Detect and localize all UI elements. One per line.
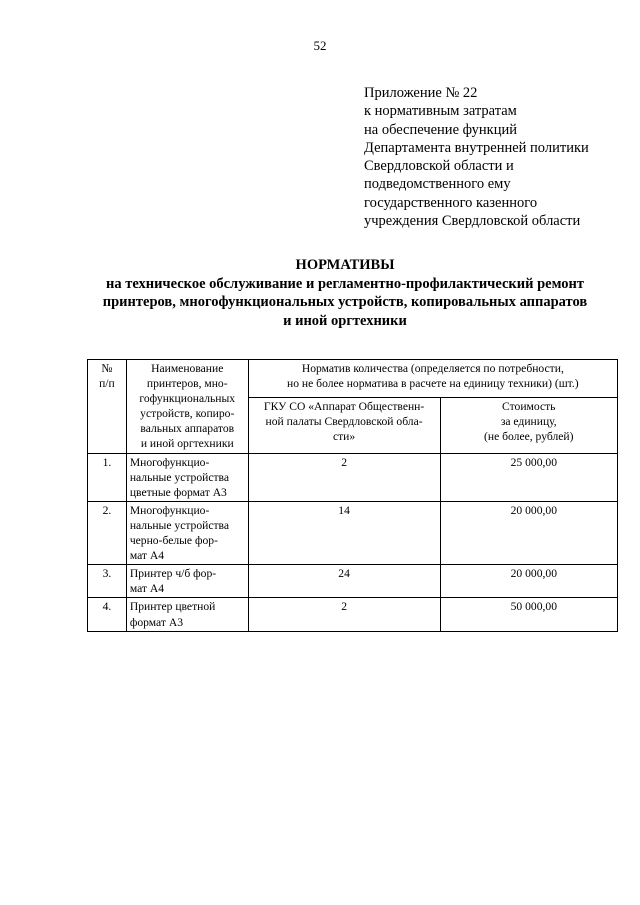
row-num-cell: 4.: [88, 598, 127, 631]
row-qty-cell: 2: [248, 598, 440, 631]
header-norm-cell: [248, 360, 617, 398]
table-row: [88, 565, 618, 598]
header-text: принтеров, мно-: [146, 377, 228, 391]
header-text: за единицу,: [500, 415, 557, 429]
header-text: (не более, рублей): [484, 430, 574, 444]
row-num-cell: 1.: [88, 453, 127, 501]
row-qty-cell: 14: [248, 501, 440, 564]
appendix-line: учреждения Свердловской области: [364, 213, 581, 230]
row-name-text: цветные формат А3: [129, 485, 227, 499]
title-line: принтеров, многофункциональных устройств, копировальных аппаратов: [102, 294, 588, 311]
row-qty-cell: 24: [248, 565, 440, 598]
row-name-text: нальные устройства: [129, 470, 230, 484]
row-name-text: Многофункцио-: [129, 455, 210, 469]
header-text: но не более норматива в расчете на единицу техники) (шт.): [287, 377, 579, 391]
norms-table: [87, 359, 618, 632]
appendix-line: государственного казенного: [364, 194, 538, 211]
appendix-line: Свердловской области и: [364, 158, 514, 175]
document-title: [60, 256, 630, 330]
header-text: Норматив количества (определяется по потребности,: [301, 362, 564, 375]
row-name-cell: [126, 598, 248, 631]
row-name-text: формат А3: [129, 615, 183, 629]
header-text: Наименование: [151, 362, 224, 375]
header-num-cell: [88, 360, 127, 454]
header-text: и иной оргтехники: [140, 437, 234, 451]
row-name-cell: [126, 453, 248, 501]
row-num-cell: 2.: [88, 501, 127, 564]
row-name-text: Многофункцио-: [129, 503, 210, 517]
row-cost-cell: 25 000,00: [440, 453, 618, 501]
header-text: ной палаты Свердловской обла-: [265, 415, 423, 429]
row-cost-cell: 20 000,00: [440, 565, 618, 598]
row-name-text: мат А4: [129, 582, 165, 596]
title-line: и иной оргтехники: [283, 312, 407, 329]
header-text: сти»: [332, 430, 356, 444]
row-name-text: Принтер цветной: [129, 600, 216, 614]
row-num-cell: 3.: [88, 565, 127, 598]
table-header-row: [88, 360, 618, 398]
header-text: Стоимость: [502, 400, 556, 414]
header-text: п/п: [99, 377, 115, 391]
header-text: ГКУ СО «Аппарат Общественн-: [263, 400, 425, 414]
header-text: вальных аппаратов: [140, 422, 235, 436]
row-name-cell: [126, 565, 248, 598]
appendix-line: Департамента внутренней политики: [364, 139, 589, 156]
appendix-line: к нормативным затратам: [364, 103, 517, 120]
row-name-text: мат А4: [129, 549, 165, 563]
appendix-line: на обеспечение функций: [364, 121, 518, 138]
row-qty-cell: 2: [248, 453, 440, 501]
row-cost-cell: 50 000,00: [440, 598, 618, 631]
row-name-text: черно-белые фор-: [129, 534, 218, 548]
row-name-text: нальные устройства: [129, 518, 230, 532]
header-text: №: [101, 362, 113, 375]
table-row: [88, 453, 618, 501]
header-text: устройств, копиро-: [140, 407, 235, 421]
page-number: 52: [313, 38, 327, 53]
row-name-cell: [126, 501, 248, 564]
appendix-line: Приложение № 22: [364, 85, 478, 101]
table-row: [88, 501, 618, 564]
row-name-text: Принтер ч/б фор-: [129, 567, 217, 581]
header-text: гофункциональных: [139, 392, 236, 406]
title-heading: НОРМАТИВЫ: [295, 257, 395, 273]
appendix-block: [364, 84, 634, 230]
table-row: [88, 598, 618, 631]
row-cost-cell: 20 000,00: [440, 501, 618, 564]
header-cost-cell: [440, 398, 618, 453]
header-name-cell: [126, 360, 248, 454]
appendix-line: подведомственного ему: [364, 176, 511, 193]
title-line: на техническое обслуживание и регламентно-профилактический ремонт: [105, 275, 585, 292]
header-org-cell: [248, 398, 440, 453]
